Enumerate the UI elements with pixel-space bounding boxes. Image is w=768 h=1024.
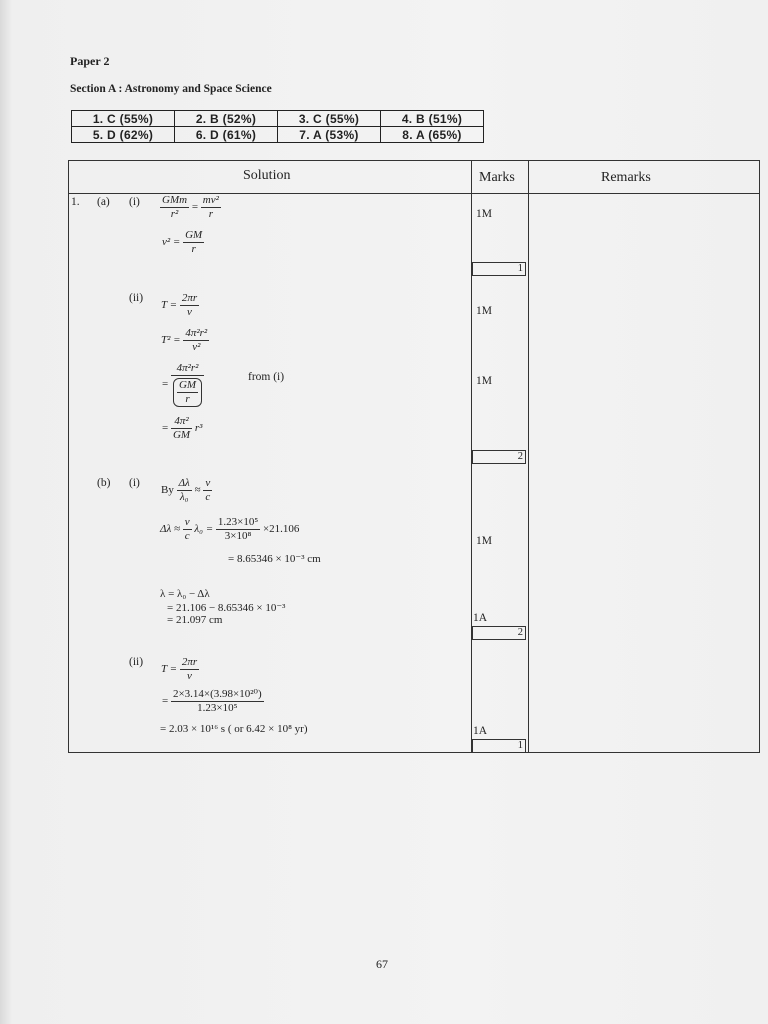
question-number: 1. xyxy=(71,196,80,208)
marks-header: Marks xyxy=(479,170,515,185)
approx-sign: ≈ xyxy=(194,484,201,497)
fraction-numerator: 4π² xyxy=(171,415,192,429)
section-title: Section A : Astronomy and Space Science xyxy=(70,83,272,95)
remarks-header: Remarks xyxy=(601,170,651,185)
equation-lhs: T = xyxy=(161,663,178,676)
fraction-denominator: r² xyxy=(170,208,179,220)
lambda-step-3: = 21.097 cm xyxy=(167,614,223,626)
fraction-denominator: r xyxy=(185,393,190,405)
fraction-denominator: GM xyxy=(172,429,191,441)
fraction-denominator: 3×10⁸ xyxy=(224,530,252,542)
equation-gravity-centripetal xyxy=(160,194,221,221)
equation-period-b xyxy=(161,656,199,683)
fraction-denominator: r xyxy=(208,208,213,220)
lambda-step-1: λ = λ₀ − Δλ xyxy=(160,588,210,600)
equation-mid: λ₀ = xyxy=(194,523,214,536)
fraction-numerator: 4π²r² xyxy=(171,362,204,376)
fraction-numerator: 2πr xyxy=(181,292,198,304)
page-number: 67 xyxy=(376,957,388,971)
mc-answer-cell: 8. A (65%) xyxy=(381,127,484,143)
fraction-numerator: Δλ xyxy=(178,477,190,489)
mark-a-i-1: 1M xyxy=(476,208,492,220)
mark-b-ii-1: 1A xyxy=(473,725,488,737)
table-row xyxy=(72,127,484,143)
column-divider xyxy=(528,160,529,753)
total-a-i: 1 xyxy=(472,262,526,276)
fraction-numerator: v xyxy=(184,516,190,528)
equals-sign: = xyxy=(191,201,199,214)
total-b-ii: 1 xyxy=(472,739,526,753)
subpart-label-ii: (ii) xyxy=(129,292,144,304)
fraction-denominator: v² xyxy=(192,341,201,353)
fraction-denominator: λ₀ xyxy=(179,491,189,503)
mc-answer-cell: 4. B (51%) xyxy=(381,111,484,127)
subpart-label-i: (i) xyxy=(129,196,140,208)
fraction-numerator: v xyxy=(205,477,211,489)
lambda-step-2: = 21.106 − 8.65346 × 10⁻³ xyxy=(167,602,286,614)
subpart-label-ii: (ii) xyxy=(129,656,144,668)
mark-b-i-1: 1M xyxy=(476,535,492,547)
equation-period-squared xyxy=(161,327,209,354)
part-label-a: (a) xyxy=(97,196,110,208)
fraction-numerator: GMm xyxy=(162,194,188,206)
table-row xyxy=(72,111,484,127)
equation-lhs: Δλ ≈ xyxy=(160,523,181,536)
solution-header: Solution xyxy=(243,168,291,183)
fraction-numerator: 2πr xyxy=(181,656,198,668)
equation-result-period xyxy=(162,415,202,442)
fraction-denominator: v xyxy=(187,670,192,682)
equation-lhs: = xyxy=(162,422,169,435)
mc-answer-cell: 2. B (52%) xyxy=(175,111,278,127)
equation-lhs: T = xyxy=(161,299,178,312)
fraction-denominator: c xyxy=(184,530,190,542)
equation-period xyxy=(161,292,199,319)
mark-a-ii-2: 1M xyxy=(476,375,492,387)
equation-substitution xyxy=(162,362,204,407)
mc-answer-cell: 7. A (53%) xyxy=(278,127,381,143)
mc-answer-cell: 5. D (62%) xyxy=(72,127,175,143)
paper-title: Paper 2 xyxy=(70,54,110,68)
equation-lhs: v² = xyxy=(162,236,181,249)
fraction-numerator: mv² xyxy=(202,194,219,206)
equation-tail: r³ xyxy=(194,422,203,435)
fraction-denominator: c xyxy=(205,491,211,503)
equation-tail: ×21.106 xyxy=(262,523,300,536)
part-label-b: (b) xyxy=(97,477,111,489)
subpart-label-i: (i) xyxy=(129,477,140,489)
fraction-numerator: GM xyxy=(185,229,203,241)
total-b-i: 2 xyxy=(472,626,526,640)
equation-doppler xyxy=(161,477,212,504)
mc-answer-cell: 6. D (61%) xyxy=(175,127,278,143)
mark-a-ii-1: 1M xyxy=(476,305,492,317)
delta-lambda-result: = 8.65346 × 10⁻³ cm xyxy=(228,553,321,565)
mc-answer-table xyxy=(71,110,484,143)
equation-lhs: = xyxy=(162,695,169,708)
fraction-denominator: r xyxy=(191,243,196,255)
mc-answer-cell: 3. C (55%) xyxy=(278,111,381,127)
fraction-denominator: 1.23×10⁵ xyxy=(197,702,238,714)
fraction-numerator: 4π²r² xyxy=(185,327,208,339)
fraction-numerator: GM xyxy=(178,379,197,391)
period-result: = 2.03 × 10¹⁶ s ( or 6.42 × 10⁸ yr) xyxy=(160,723,308,735)
equation-velocity-squared xyxy=(162,229,204,256)
fraction-numerator: 1.23×10⁵ xyxy=(217,516,259,528)
equation-period-substitution xyxy=(162,688,264,715)
equation-lhs: = xyxy=(162,378,169,391)
fraction-denominator: v xyxy=(187,306,192,318)
equation-delta-lambda xyxy=(160,516,299,543)
from-note: from (i) xyxy=(248,371,285,383)
by-label: By xyxy=(161,484,174,497)
fraction-numerator: 2×3.14×(3.98×10²⁰) xyxy=(172,688,262,700)
mark-b-i-2: 1A xyxy=(473,612,488,624)
equation-lhs: T² = xyxy=(161,334,181,347)
total-a-ii: 2 xyxy=(472,450,526,464)
mc-answer-cell: 1. C (55%) xyxy=(72,111,175,127)
